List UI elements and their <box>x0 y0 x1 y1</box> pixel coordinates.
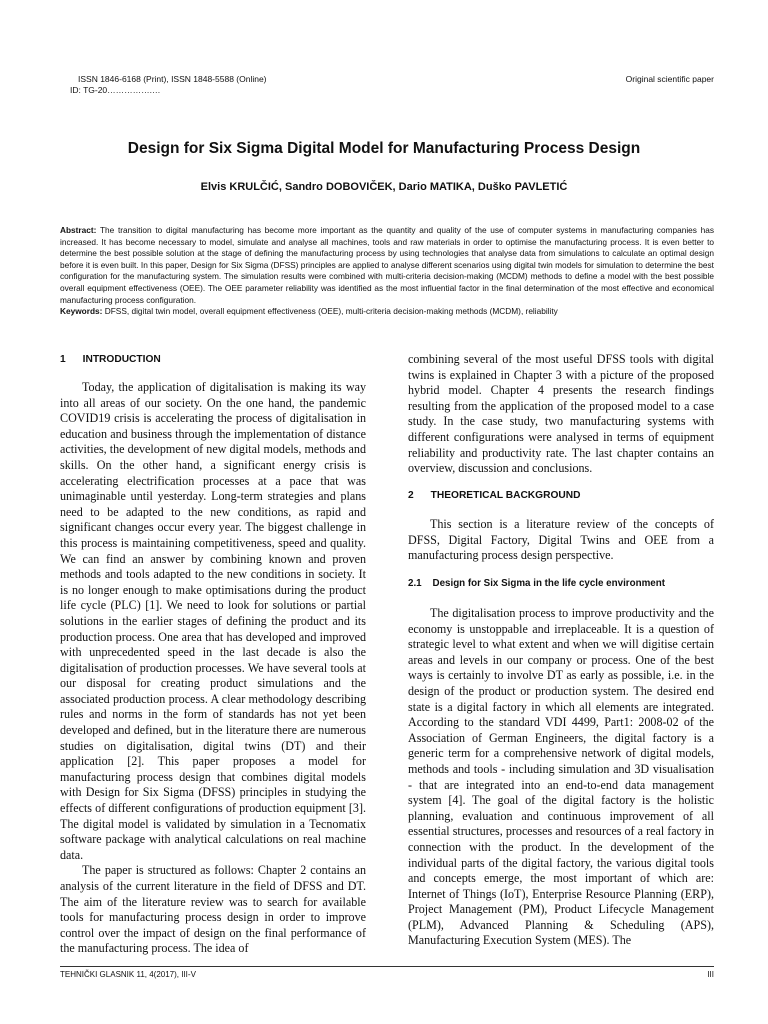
paper-type: Original scientific paper <box>625 74 714 84</box>
footer-divider <box>60 966 714 967</box>
right-column-top <box>408 352 714 477</box>
paper-title: Design for Six Sigma Digital Model for Manufacturing Process Design <box>127 140 641 157</box>
journal-header <box>70 74 267 96</box>
paper-id-line: ID: TG-20…………….… <box>70 85 161 95</box>
theory-intro <box>408 517 714 564</box>
footer-journal: TEHNIČKI GLASNIK 11, 4(2017), III-V <box>60 970 196 979</box>
paragraph: This section is a literature review of the concepts of DFSS, Digital Factory, Digital Twins and OEE from a manufacturing process design perspective. <box>408 517 714 563</box>
subsection-body <box>408 606 714 949</box>
paragraph: The paper is structured as follows: Chapter 2 contains an analysis of the current literature in the field of DFSS and DT. The aim of the literature review was to search for available tools for manufacturing process design in order to improve control over the impact of design on the final performance of the manufacturing process. The idea of <box>60 863 366 956</box>
issn-line: ISSN 1846-6168 (Print), ISSN 1848-5588 (Online) <box>78 74 267 84</box>
abstract-label: Abstract: <box>60 225 97 235</box>
subsection-heading-dfss: 2.1 Design for Six Sigma in the life cycle environment <box>408 578 665 589</box>
author-list: Elvis KRULČIĆ, Sandro DOBOVIČEK, Dario MATIKA, Duško PAVLETIĆ <box>200 181 568 193</box>
paragraph: Today, the application of digitalisation is making its way into all areas of our society. On the one hand, the pandemic COVID19 crisis is accelerating the process of digitalisation in education and business through the implementation of distance activities, the development of new digital models, methods and skills. On the other hand, a significant energy crisis is accelerating electrification processes at a pace that was unimaginable until yesterday. Long-term strategies and plans need to be adapted to the new conditions, as rapid and significant changes occur every year. The biggest challenge in this process is maintaining competitiveness, speed and quality. We can find an answer by combining known and proven methods and tools adapted to the new conditions in society. It is no longer enough to make optimisations during the product life cycle (PLC) [1]. We need to look for solutions or partial solutions in the earlier stages of defining the product and its production process. One area that has developed and improved with unprecedented speed in the last decade is also the digitalisation of production processes. We have several tools at our disposal for creating product simulations and the associated production process. A clear methodology describing rules and norms in the form of standards has not yet been developed and defined, but in the literature there are numerous studies on digitalisation, digital twins (DT) and their application [2]. This paper proposes a model for manufacturing process design that combines digital models with Design for Six Sigma (DFSS) principles in studying the effects of different configurations of production equipment [3]. The digital model is validated by simulation in a Tecnomatix software package with analytical calculations on real machine data. <box>60 380 366 862</box>
left-column <box>60 380 366 957</box>
section-heading-introduction: 1 INTRODUCTION <box>60 354 161 365</box>
paragraph: combining several of the most useful DFSS tools with digital twins is explained in Chapter 3 with a picture of the proposed hybrid model. Chapter 4 presents the research findings resulting from the application of the proposed model to a case study. In the case study, two manufacturing systems with different configurations were analysed in terms of equipment reliability and productivity rate. The last chapter contains an overview, discussion and conclusions. <box>408 352 714 476</box>
keywords-text: DFSS, digital twin model, overall equipment effectiveness (OEE), multi-criteria decision-making methods (MCDM), reliability <box>102 306 558 317</box>
page-number: III <box>707 970 714 979</box>
keywords-label: Keywords: <box>60 306 103 317</box>
abstract <box>60 225 714 318</box>
section-heading-theoretical-background: 2 THEORETICAL BACKGROUND <box>408 490 581 501</box>
abstract-text: The transition to digital manufacturing has become more important as the quantity and quality of the use of computer systems in manufacturing companies has increased. It has become necessary to model, simulate and analyse all machines, tools and raw materials in order to optimise the manufacturing process. It is even better to determine the best possible solution at the stage of defining the manufacturing process by using technologies that analyse data from simulations to calculate an optimal design before it is even built. In this paper, Design for Six Sigma (DFSS) principles are applied to analyse different scenarios using digital twin models for simulation to determine the best configuration for the manufacturing system. The simulation results were combined with multi-criteria decision-making (MCDM) methods to define a model with the best possible overall equipment effectiveness (OEE). The OEE parameter reliability was identified as the most influential factor in the final determination of the most effective and economical manufacturing process configuration. <box>60 225 714 305</box>
paragraph: The digitalisation process to improve productivity and the economy is unstoppable and irreplaceable. It is a question of strategic level to what extent and when we will digitise certain areas and levels in our company or process. One of the best ways is certainly to involve DT as early as possible, i.e. in the design of the product or production system. The desired end state is a digital factory in which all elements are integrated. According to the standard VDI 4499, Part1: 2008-02 of the Association of German Engineers, the digital factory is a generic term for a comprehensive network of digital models, methods and tools - including simulation and 3D visualisation - that are integrated into an end-to-end data management system [4]. The goal of the digital factory is the holistic planning, evaluation and continuous improvement of all essential structures, processes and resources of a real factory in connection with the product. In the development of the individual parts of the digital factory, the various digital tools and concepts emerge, the most important of which are: Internet of Things (IoT), Enterprise Resource Planning (ERP), Project Management (PM), Product Lifecycle Management (PLM), Advanced Planning & Scheduling (APS), Manufacturing Execution System (MES). The <box>408 606 714 948</box>
